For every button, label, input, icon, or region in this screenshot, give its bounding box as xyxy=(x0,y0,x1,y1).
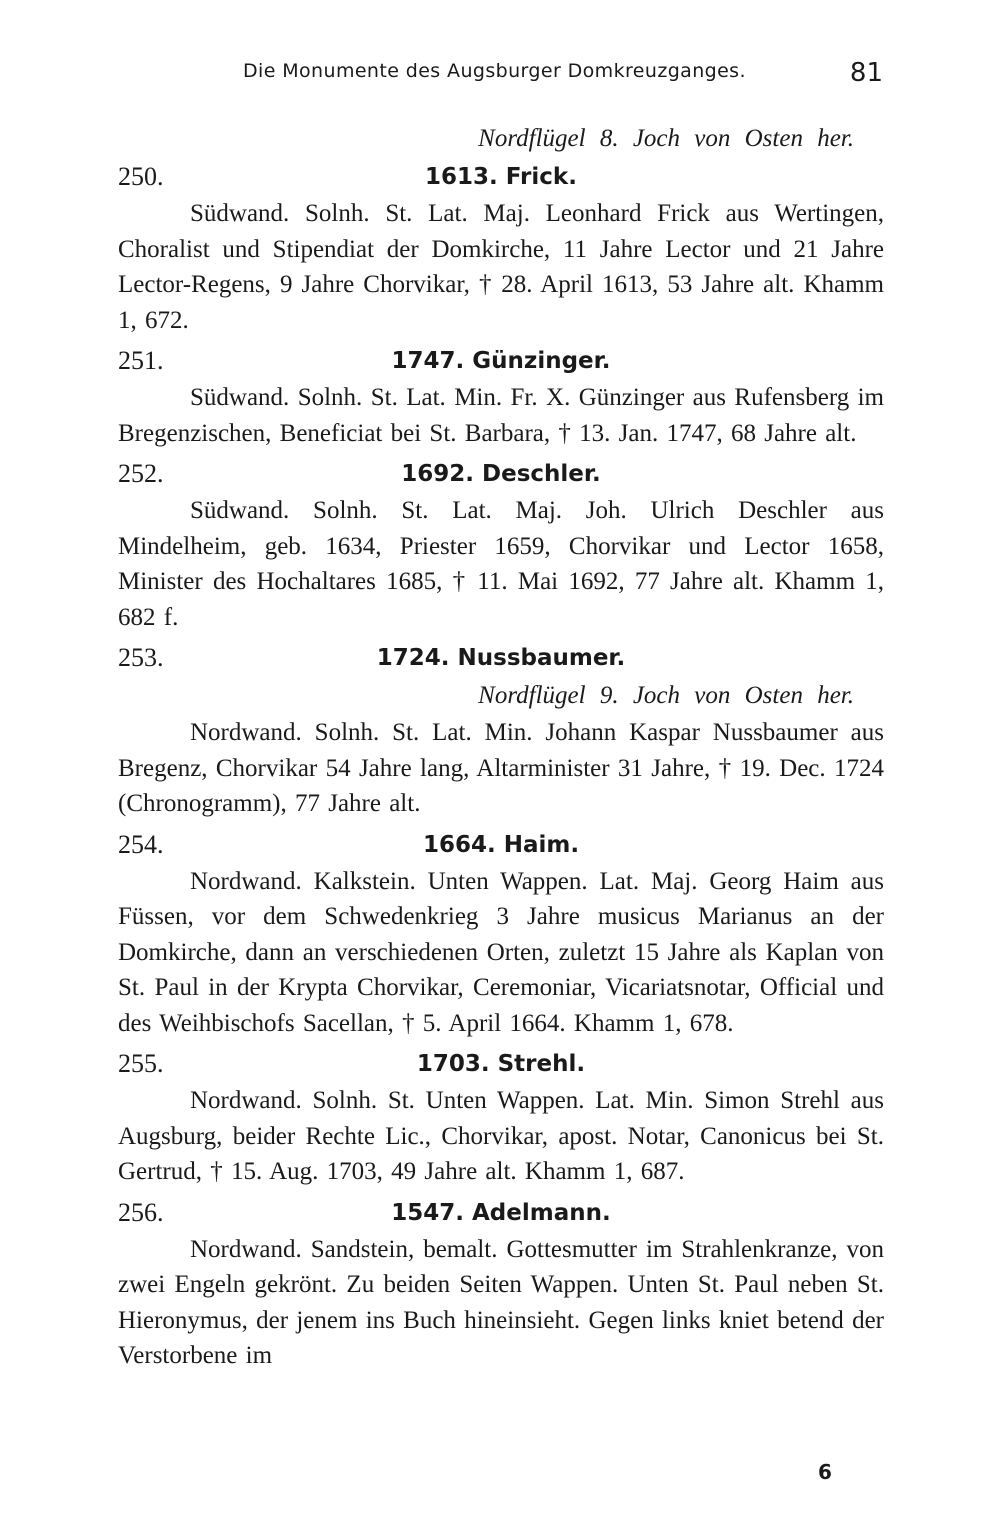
entry-title: 1692. Deschler. xyxy=(401,461,601,487)
entry-text: Nordwand. Solnh. St. Lat. Min. Johann Kaspar Nussbaumer aus Bregenz, Chorvikar 54 Jahre lang, Altarminister 31 Jahre, † 19. Dec. 1724 (Chronogramm), 77 Jahre alt. xyxy=(118,719,884,817)
entry-number: 253. xyxy=(118,643,164,672)
entry-title: 1664. Haim. xyxy=(422,831,580,858)
entry-number: 255. xyxy=(118,1049,164,1078)
entry-title: 1547. Adelmann. xyxy=(391,1199,611,1226)
entry-head xyxy=(118,826,884,864)
entry-title: 1747. Günzinger. xyxy=(391,348,611,374)
entry-number: 250. xyxy=(118,162,164,191)
entry-title: 1724. Nussbaumer. xyxy=(376,645,626,671)
page-number: 81 xyxy=(849,58,883,88)
entry-text: Südwand. Solnh. St. Lat. Maj. Leonhard Frick aus Wertingen, Choralist und Stipendiat der Domkirche, 11 Jahre Lector und 21 Jahre Lector-Regens, 9 Jahre Chorvikar, † 28. April 1613, 53 Jahre alt. Khamm 1, 672. xyxy=(118,200,884,334)
entry-head xyxy=(118,455,884,493)
running-title: Die Monumente des Augsburger Domkreuzganges. xyxy=(243,60,746,82)
location-heading: Nordflügel 9. Joch von Osten her. xyxy=(478,682,854,709)
entry-256 xyxy=(118,1194,884,1374)
entry-text: Nordwand. Kalkstein. Unten Wappen. Lat. Maj. Georg Haim aus Füssen, vor dem Schwedenkrieg 3 Jahre musicus Marianus an der Domkirche, dann an verschiedenen Orten, zuletzt 15 Jahre als Kaplan von St. Paul in der Krypta Chorvikar, Ceremoniar, Vicariatsnotar, Official und des Weihbischofs Sacellan, † 5. April 1664. Khamm 1, 678. xyxy=(118,867,884,1037)
entry-head xyxy=(118,158,884,196)
entry-253 xyxy=(118,639,884,822)
location-heading: Nordflügel 8. Joch von Osten her. xyxy=(478,125,854,152)
entry-250 xyxy=(118,158,884,338)
entry-head xyxy=(118,1045,884,1083)
entry-number: 251. xyxy=(118,346,164,375)
signature-mark: 6 xyxy=(818,1460,832,1484)
entry-251 xyxy=(118,342,884,451)
entry-number: 252. xyxy=(118,459,164,488)
entry-text: Nordwand. Sandstein, bemalt. Gottesmutter im Strahlenkranze, von zwei Engeln gekrönt. Zu beiden Seiten Wappen. Unten St. Paul neben St. Hieronymus, der jenem ins Buch hineinsieht. Gegen links kniet betend der Verstorbene im xyxy=(118,1235,884,1369)
entry-number: 254. xyxy=(118,829,164,859)
entry-text: Nordwand. Solnh. St. Unten Wappen. Lat. Min. Simon Strehl aus Augsburg, beider Rechte Lic., Chorvikar, apost. Notar, Canonicus bei St. Gertrud, † 15. Aug. 1703, 49 Jahre alt. Khamm 1, 687. xyxy=(118,1087,884,1185)
entry-252 xyxy=(118,455,884,635)
entry-254 xyxy=(118,826,884,1042)
entry-255 xyxy=(118,1045,884,1190)
entry-head xyxy=(118,1194,884,1232)
entry-number: 256. xyxy=(118,1197,164,1227)
entry-head xyxy=(118,639,884,677)
running-head xyxy=(243,58,883,92)
entry-head xyxy=(118,342,884,380)
text-block xyxy=(118,120,884,1378)
entry-text: Südwand. Solnh. St. Lat. Maj. Joh. Ulrich Deschler aus Mindelheim, geb. 1634, Priester 1659, Chorvikar und Lector 1658, Minister des Hochaltares 1685, † 11. Mai 1692, 77 Jahre alt. Khamm 1, 682 f. xyxy=(118,497,884,631)
entry-title: 1613. Frick. xyxy=(425,164,577,190)
entry-text: Südwand. Solnh. St. Lat. Min. Fr. X. Günzinger aus Rufensberg im Bregenzischen, Beneficiat bei St. Barbara, † 13. Jan. 1747, 68 Jahre alt. xyxy=(118,384,884,447)
entry-title: 1703. Strehl. xyxy=(416,1051,586,1077)
